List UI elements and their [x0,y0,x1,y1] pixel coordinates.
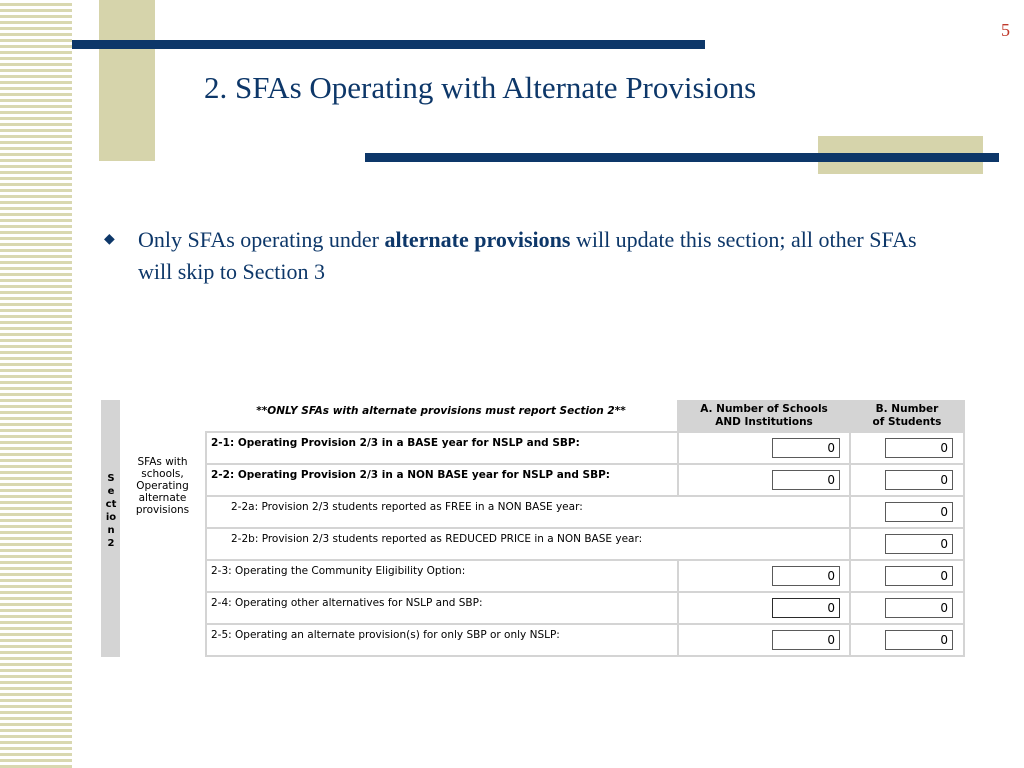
row-2-1-b-input[interactable]: 0 [885,438,953,458]
row-2-4-a-input[interactable]: 0 [772,598,840,618]
row-2-1-a-cell [679,433,849,463]
row-2-3-b-cell [851,561,963,591]
notice-header [205,400,677,431]
notice-text: ONLY SFAs with alternate provisions must report Section 2 [267,405,615,417]
decorative-stripe-band [0,0,72,768]
notice-prefix: ** [256,405,268,417]
bullet-item [104,224,924,288]
row-2-3-a-cell [679,561,849,591]
row-2-4-b-input[interactable]: 0 [885,598,953,618]
row-2-2b-b-input[interactable]: 0 [885,534,953,554]
decorative-bar-bottom [365,153,999,162]
column-header-b-line2: of Students [872,416,942,428]
bullet-text [138,224,924,288]
section-column [101,400,120,657]
row-2-2b-label: 2-2b: Provision 2/3 students reported as REDUCED PRICE in a NON BASE year: [207,529,849,559]
column-header-a-line1: A. Number of Schools [700,403,828,415]
row-2-3-a-input[interactable]: 0 [772,566,840,586]
bullet-text-bold: alternate provisions [384,227,571,252]
slide-number: 5 [1001,20,1010,40]
row-2-2-b-input[interactable]: 0 [885,470,953,490]
column-header-b [851,400,963,431]
row-2-2-a-input[interactable]: 0 [772,470,840,490]
row-2-5-a-cell [679,625,849,655]
decorative-bar-top [72,40,705,49]
row-2-5-a-input[interactable]: 0 [772,630,840,650]
section-label: Section 2 [105,473,117,549]
column-header-a [679,400,849,431]
section-2-form [101,400,965,657]
row-2-4-a-cell [679,593,849,623]
row-2-2-a-cell [679,465,849,495]
group-label: SFAs with schools, Operating alternate provisions [135,456,190,516]
row-2-5-b-cell [851,625,963,655]
bullet-text-after: will update this section; all other SFAs will skip to Section 3 [138,227,917,284]
row-2-5-b-input[interactable]: 0 [885,630,953,650]
diamond-bullet-icon: ◆ [104,232,115,247]
row-2-3-b-input[interactable]: 0 [885,566,953,586]
row-2-2-b-cell [851,465,963,495]
notice-suffix: ** [614,405,626,417]
row-2-2a-label: 2-2a: Provision 2/3 students reported as FREE in a NON BASE year: [207,497,849,527]
row-2-3-label: 2-3: Operating the Community Eligibility Option: [207,561,677,591]
slide-title: 2. SFAs Operating with Alternate Provisions [204,70,757,105]
row-2-2a-b-input[interactable]: 0 [885,502,953,522]
group-cell [120,400,205,657]
row-2-5-label: 2-5: Operating an alternate provision(s) for only SBP or only NSLP: [207,625,677,655]
column-header-a-line2: AND Institutions [715,416,813,428]
column-header-b-line1: B. Number [875,403,939,415]
row-2-2a-b-cell [851,497,963,527]
row-2-4-label: 2-4: Operating other alternatives for NSLP and SBP: [207,593,677,623]
row-2-1-b-cell [851,433,963,463]
row-2-2-label: 2-2: Operating Provision 2/3 in a NON BASE year for NSLP and SBP: [207,465,677,495]
row-2-4-b-cell [851,593,963,623]
row-2-1-a-input[interactable]: 0 [772,438,840,458]
row-2-1-label: 2-1: Operating Provision 2/3 in a BASE year for NSLP and SBP: [207,433,677,463]
decorative-block-left [99,0,155,161]
bullet-text-before: Only SFAs operating under [138,227,385,252]
row-2-2b-b-cell [851,529,963,559]
